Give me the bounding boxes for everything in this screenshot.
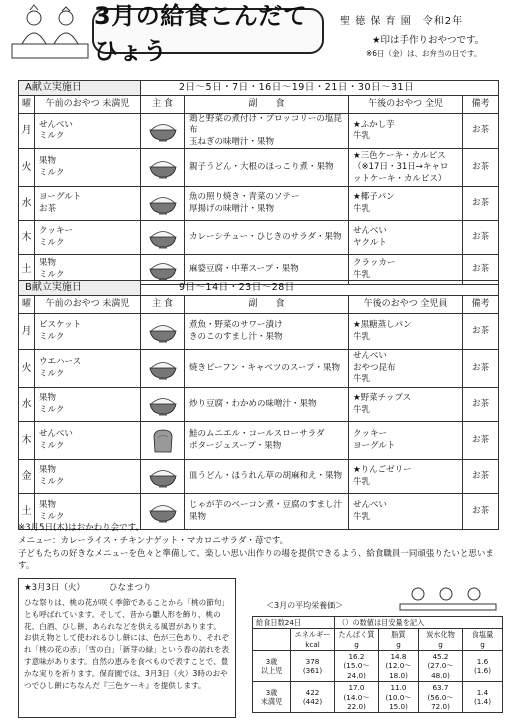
- am-snack-cell: ウエハース ミルク: [35, 350, 141, 388]
- plan-a-dates: 2日～5日・7日・16日～19日・21日・30日～31日: [141, 81, 499, 96]
- staple-cell: [141, 422, 185, 460]
- pm-snack-cell: せんべい おやつ昆布 牛乳: [349, 350, 463, 388]
- pm-snack-cell: ★ふかし芋 牛乳: [349, 114, 463, 149]
- pm-snack-cell: ★三色ケーキ・カルピス （※17日・31日→キャロ ットケーキ・カルピス）: [349, 149, 463, 187]
- nutrition-age-label: 3歳 以上児: [253, 651, 291, 682]
- am-snack-cell: ビスケット ミルク: [35, 314, 141, 350]
- staple-cell: [141, 350, 185, 388]
- remarks-cell: お茶: [463, 494, 499, 530]
- nutrition-days: 給食日数24日: [253, 617, 335, 629]
- plan-b-dates: 9日～14日・23日～28日: [141, 281, 499, 296]
- hinamatsuri-body: ひな祭りは、桃の花が咲く季節であることから「桃の節句」とも呼ばれています。そして、昔から雛人形を飾り、桃の花、白酒、ひし餅、あられなどを供える風習があります。 お供え物として使われるひし餅には、色が三色あり、それぞれ「桃の花の赤」「雪の白」「新芽の緑」という春の訪れを表す意味があります。自然の恵みを食べもので表すことで、豊かな実りを祈ります。保育園では、3月3日（火）3時のおやつでひし餅にちなんだ『三色ケーキ』を提供します。: [24, 598, 230, 690]
- header: [0, 0, 510, 78]
- nutrition-value: 17.0 (14.0～ 22.0): [335, 682, 379, 713]
- footer-message: 子どもたちの好きなメニューを色々と準備して、楽しい思い出作りの場を提供できるよう、給食職員一同頑張りたいと思います。: [18, 548, 494, 572]
- staple-cell: [141, 114, 185, 149]
- pm-snack-cell: ★りんごゼリー 牛乳: [349, 460, 463, 494]
- pm-snack-cell: せんべい 牛乳: [349, 494, 463, 530]
- rice-bowl-icon: [148, 466, 178, 488]
- pm-snack-cell: クッキー ヨーグルト: [349, 422, 463, 460]
- menu-table-a: [18, 80, 499, 285]
- pm-snack-cell: ★椰子パン 牛乳: [349, 187, 463, 221]
- day-cell: 水: [19, 187, 35, 221]
- rice-bowl-icon: [148, 227, 178, 249]
- nutrition-value: 16.2 (15.0～ 24.0): [335, 651, 379, 682]
- bento-note: ※6日（金）は、お弁当の日です。: [366, 49, 482, 58]
- nutrition-note: （）の数値は目安量を記入: [335, 617, 503, 629]
- day-cell: 月: [19, 314, 35, 350]
- table-row: [19, 149, 499, 187]
- side-dish-cell: 煮魚・野菜のサワー漬け きのこのすまし汁・果物: [185, 314, 349, 350]
- nutrition-row: [253, 651, 503, 682]
- rice-bowl-icon: [148, 259, 178, 281]
- rice-bowl-icon: [148, 120, 178, 142]
- side-dish-cell: 麻婆豆腐・中華スープ・果物: [185, 255, 349, 285]
- col-day: 曜: [19, 96, 35, 114]
- col-pm-snack: 午後のおやつ 全児員: [349, 296, 463, 314]
- staple-cell: [141, 388, 185, 422]
- nutrition-header-row: [253, 629, 503, 651]
- remarks-cell: お茶: [463, 114, 499, 149]
- remarks-cell: お茶: [463, 149, 499, 187]
- rice-bowl-icon: [148, 157, 178, 179]
- nutrition-row: [253, 682, 503, 713]
- col-pm-snack: 午後のおやつ 全児: [349, 96, 463, 114]
- hinamatsuri-date: ★3月3日（火）: [24, 583, 85, 593]
- footer-notes: [18, 522, 502, 573]
- staple-cell: [141, 314, 185, 350]
- side-dish-cell: じゃが芋のベーコン煮・豆腐のすまし汁 果物: [185, 494, 349, 530]
- day-cell: 木: [19, 422, 35, 460]
- nutrition-age-label: 3歳 未満児: [253, 682, 291, 713]
- side-dish-cell: 炒り豆腐・わかめの味噌汁・果物: [185, 388, 349, 422]
- okawari-menu: メニュー：カレーライス・チキンナゲット・マカロニサラダ・苺です。: [18, 535, 289, 546]
- rice-bowl-icon: [148, 321, 178, 343]
- am-snack-cell: 果物 ミルク: [35, 149, 141, 187]
- organization-name: 聖 徳 保 育 園 令和2年: [340, 16, 464, 27]
- day-cell: 火: [19, 350, 35, 388]
- nutrition-value: 378 (361): [291, 651, 335, 682]
- col-am-snack: 午前のおやつ 未満児: [35, 296, 141, 314]
- nutrition-value: 1.6 (1.6): [463, 651, 503, 682]
- col-remarks: 備考: [463, 96, 499, 114]
- nutrition-value: 11.0 (10.0～ 15.0): [379, 682, 419, 713]
- col-day: 曜: [19, 296, 35, 314]
- am-snack-cell: せんべい ミルク: [35, 114, 141, 149]
- nutrition-col-header: 食塩量 g: [463, 629, 503, 651]
- side-dish-cell: 鶏と野菜の煮付け・ブロッコリーの塩昆布 玉ねぎの味噌汁・果物: [185, 114, 349, 149]
- nutrition-value: 1.4 (1.4): [463, 682, 503, 713]
- side-dish-cell: 焼きビーフン・キャベツのスープ・果物: [185, 350, 349, 388]
- handmade-note: ★印は手作りおやつです。: [372, 35, 485, 46]
- staple-cell: [141, 460, 185, 494]
- nutrition-col-header: 炭水化物 g: [419, 629, 463, 651]
- nutrition-value: 63.7 (56.0～ 72.0): [419, 682, 463, 713]
- pm-snack-cell: ★黒糖蒸しパン 牛乳: [349, 314, 463, 350]
- table-row: [19, 114, 499, 149]
- day-cell: 月: [19, 114, 35, 149]
- menu-table-b: [18, 280, 499, 530]
- hina-dolls-illustration: [10, 4, 90, 62]
- rice-bowl-icon: [148, 501, 178, 523]
- remarks-cell: お茶: [463, 350, 499, 388]
- plan-a-label: A献立実施日: [19, 81, 141, 96]
- col-staple: 主 食: [141, 296, 185, 314]
- col-remarks: 備考: [463, 296, 499, 314]
- col-staple: 主 食: [141, 96, 185, 114]
- day-cell: 火: [19, 149, 35, 187]
- nutrition-value: 45.2 (27.0～ 48.0): [419, 651, 463, 682]
- pm-snack-cell: ★野菜チップス 牛乳: [349, 388, 463, 422]
- nutrition-caption: ＜3月の平均栄養価＞: [266, 601, 344, 610]
- nutrition-value: 422 (442): [291, 682, 335, 713]
- day-cell: 土: [19, 494, 35, 530]
- remarks-cell: お茶: [463, 388, 499, 422]
- remarks-cell: お茶: [463, 187, 499, 221]
- children-eating-illustration: [398, 584, 498, 614]
- am-snack-cell: 果物 ミルク: [35, 460, 141, 494]
- remarks-cell: お茶: [463, 460, 499, 494]
- okawari-note: ※3月5日(木)はおかわり会です。: [18, 523, 144, 533]
- hinamatsuri-heading: [24, 582, 230, 595]
- remarks-cell: お茶: [463, 314, 499, 350]
- nutrition-col-header: 脂質 g: [379, 629, 419, 651]
- am-snack-cell: ヨーグルト お茶: [35, 187, 141, 221]
- table-row: [19, 460, 499, 494]
- pm-snack-cell: クラッカー 牛乳: [349, 255, 463, 285]
- am-snack-cell: 果物 ミルク: [35, 255, 141, 285]
- side-dish-cell: カレーシチュー・ひじきのサラダ・果物: [185, 221, 349, 255]
- table-row: [19, 388, 499, 422]
- am-snack-cell: クッキー ミルク: [35, 221, 141, 255]
- bread-icon: [151, 428, 175, 454]
- am-snack-cell: せんべい ミルク: [35, 422, 141, 460]
- nutrition-col-header: たんぱく質 g: [335, 629, 379, 651]
- rice-bowl-icon: [148, 193, 178, 215]
- remarks-cell: お茶: [463, 422, 499, 460]
- pm-snack-cell: せんべい ヤクルト: [349, 221, 463, 255]
- table-row: [19, 187, 499, 221]
- table-row: [19, 350, 499, 388]
- title-box: [92, 2, 324, 65]
- plan-b-label: B献立実施日: [19, 281, 141, 296]
- col-side: 副 食: [185, 296, 349, 314]
- remarks-cell: お茶: [463, 255, 499, 285]
- table-row: [19, 314, 499, 350]
- side-dish-cell: 親子うどん・大根のほっこり煮・果物: [185, 149, 349, 187]
- nutrition-col-header: エネルギー kcal: [291, 629, 335, 651]
- day-cell: 土: [19, 255, 35, 285]
- staple-cell: [141, 149, 185, 187]
- day-cell: 水: [19, 388, 35, 422]
- page-title: 3月の給食こんだてひょう: [94, 2, 308, 65]
- rice-bowl-icon: [148, 358, 178, 380]
- staple-cell: [141, 221, 185, 255]
- staple-cell: [141, 187, 185, 221]
- rice-bowl-icon: [148, 394, 178, 416]
- side-dish-cell: 皿うどん・ほうれん草の胡麻和え・果物: [185, 460, 349, 494]
- hinamatsuri-box: [18, 578, 236, 718]
- am-snack-cell: 果物 ミルク: [35, 388, 141, 422]
- col-am-snack: 午前のおやつ 未満児: [35, 96, 141, 114]
- table-row: [19, 221, 499, 255]
- hinamatsuri-name: ひなまつり: [108, 583, 152, 593]
- day-cell: 木: [19, 221, 35, 255]
- side-dish-cell: 鮭のムニエル・コールスローサラダ ポタージュスープ・果物: [185, 422, 349, 460]
- col-side: 副 食: [185, 96, 349, 114]
- remarks-cell: お茶: [463, 221, 499, 255]
- table-row: [19, 422, 499, 460]
- am-snack-cell: 果物 ミルク: [35, 494, 141, 530]
- day-cell: 金: [19, 460, 35, 494]
- side-dish-cell: 魚の照り焼き・青菜のソテー 厚揚げの味噌汁・果物: [185, 187, 349, 221]
- nutrition-value: 14.8 (12.0～ 18.0): [379, 651, 419, 682]
- nutrition-table: [252, 616, 503, 713]
